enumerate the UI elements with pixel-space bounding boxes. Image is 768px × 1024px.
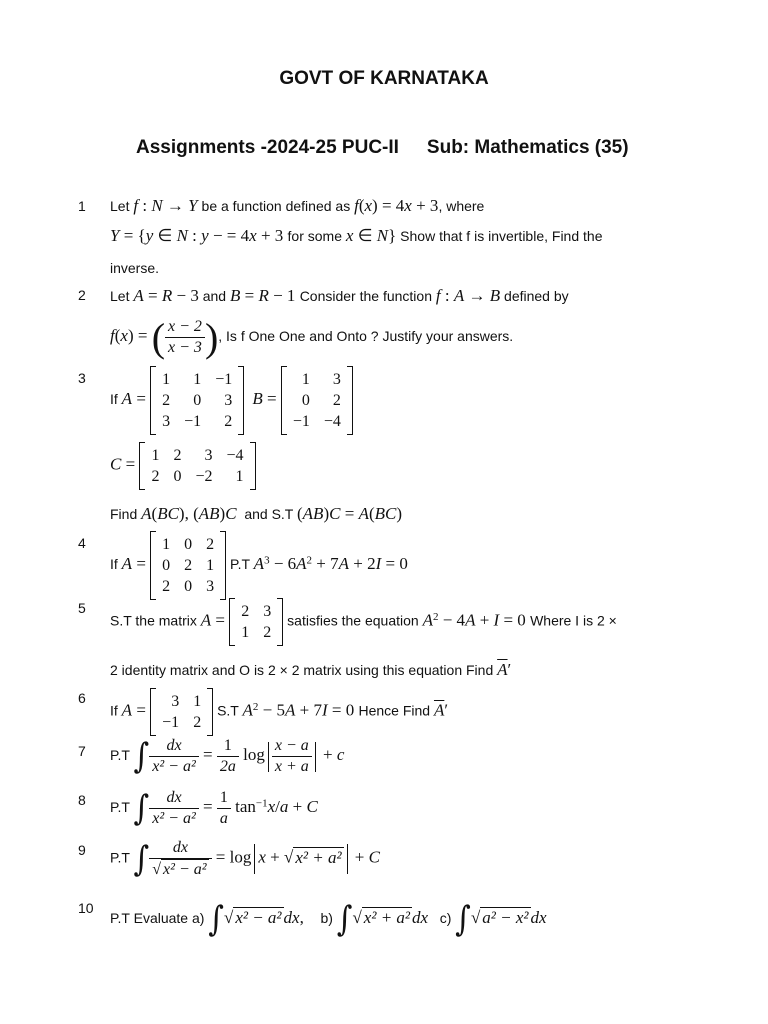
question-number: 3	[78, 370, 86, 386]
question-3-matrices-ab: If A = 1 1 −1 2 0 3 3 −1 2 B = 1 3 0 2 −1 −4	[110, 366, 353, 435]
question-number: 10	[78, 900, 94, 916]
question-8-line: P.T ∫ $\frac{dx}{\text{x² − a²}}$ = $\frac{1}{a}$ $\tan^{-1}x/a + C$	[110, 788, 318, 829]
matrix-a: 1 1 −1 2 0 3 3 −1 2	[150, 366, 244, 435]
document-title: GOVT OF KARNATAKA	[279, 68, 489, 89]
question-4-line: If A = 1 0 2 0 2 1 2 0 3 P.T $A^3 - 6A^2 + 7A + 2I = 0$	[110, 531, 408, 600]
question-2-line-2: f(x) = ( $\frac{x - 2}{x - 3}$ ), Is f One One and Onto ? Justify your answers.	[110, 315, 514, 360]
question-9-line: P.T ∫ $\frac{dx}{\text{√ x² − a²}}$ = log x + √ x² + a² + C	[110, 838, 380, 880]
question-6-line: If A = 3 1 −1 2 S.T $A^2 - 5A + 7I = 0$ Hence Find $\overline{A}'$	[110, 688, 448, 736]
question-7-line: P.T ∫ $\frac{dx}{\text{x² − a²}}$ = $\frac{1}{2a}$ log $\frac{x - a}{x + a}$ + c	[110, 736, 345, 777]
question-number: 4	[78, 535, 86, 551]
question-5-line-1: S.T the matrix A = 2 3 1 2 satisfies the equation $A^2 - 4A + I = 0$ Where I is 2 ×	[110, 598, 617, 646]
matrix-a-q4: 1 0 2 0 2 1 2 0 3	[150, 531, 226, 600]
question-2-line-1: Let A = R − 3 and B = R − 1 Consider the function f : A → B defined by	[110, 286, 569, 305]
matrix-a-q6: 3 1 −1 2	[150, 688, 213, 736]
subject-label: Sub: Mathematics (35)	[426, 137, 629, 158]
question-1-line-1: Let f : N → Y be a function defined as f(x) = 4x + 3, where	[110, 196, 485, 215]
question-5-line-2: 2 identity matrix and O is 2 × 2 matrix using this equation Find $\overline{A}'$	[110, 660, 512, 679]
matrix-b: 1 3 0 2 −1 −4	[281, 366, 353, 435]
question-number: 8	[78, 792, 86, 808]
question-1-line-3: inverse.	[110, 260, 160, 276]
question-number: 5	[78, 600, 86, 616]
matrix-c: 1 2 3 −4 2 0 −2 1	[139, 442, 255, 490]
assignment-label: Assignments -2024-25 PUC-II	[136, 137, 399, 158]
question-number: 1	[78, 198, 86, 214]
question-10-line: P.T Evaluate a) ∫√ x² − a² dx, b) ∫√ x² + a² dx c) ∫√ a² − x² dx	[110, 899, 547, 940]
question-3-find: Find A(BC), (AB)C and S.T (AB)C = A(BC)	[110, 504, 403, 523]
question-number: 7	[78, 743, 86, 759]
question-number: 2	[78, 287, 86, 303]
question-1-line-2: Y = {y ∈ N : y − = 4x + 3 for some x ∈ N} Show that f is invertible, Find the	[110, 226, 603, 245]
assignment-heading	[136, 137, 629, 159]
question-number: 9	[78, 842, 86, 858]
matrix-a-q5: 2 3 1 2	[229, 598, 283, 646]
question-3-matrix-c: C = 1 2 3 −4 2 0 −2 1	[110, 442, 256, 490]
question-number: 6	[78, 690, 86, 706]
